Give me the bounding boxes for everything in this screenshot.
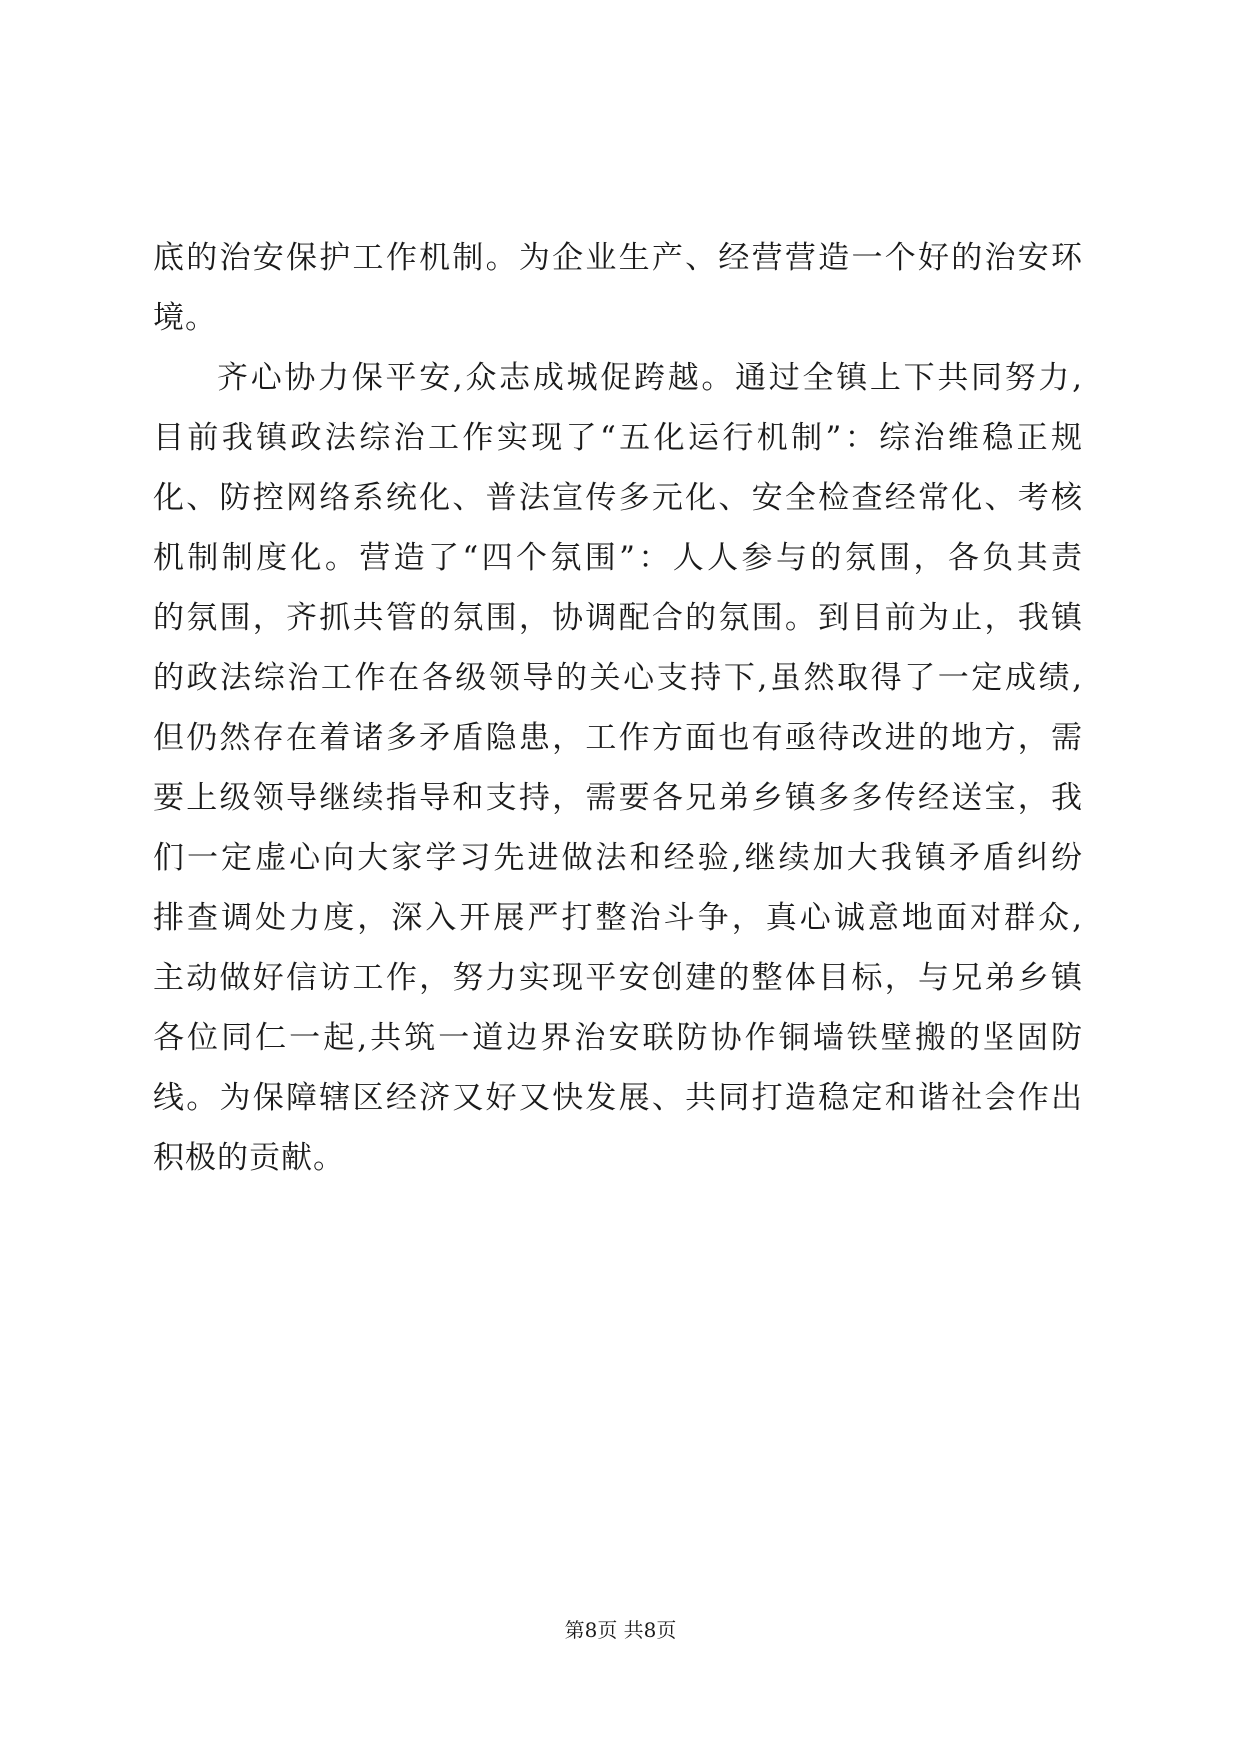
text-line: 各位同仁一起,共筑一道边界治安联防协作铜墙铁壁搬的坚固防 <box>153 1020 1083 1056</box>
page-footer <box>0 1614 1241 1643</box>
text-line: 们一定虚心向大家学习先进做法和经验,继续加大我镇矛盾纠纷 <box>153 840 1083 876</box>
text-line: 底的治安保护工作机制。为企业生产、经营营造一个好的治安环 <box>153 240 1083 276</box>
text-line: 目前我镇政法综治工作实现了“五化运行机制”：综治维稳正规 <box>153 420 1083 456</box>
body-text <box>153 228 1083 1188</box>
text-line: 要上级领导继续指导和支持，需要各兄弟乡镇多多传经送宝，我 <box>153 780 1083 816</box>
text-line: 主动做好信访工作，努力实现平安创建的整体目标，与兄弟乡镇 <box>153 960 1083 996</box>
text-line: 机制制度化。营造了“四个氛围”：人人参与的氛围，各负其责 <box>153 540 1083 576</box>
text-line: 线。为保障辖区经济又好又快发展、共同打造稳定和谐社会作出 <box>153 1080 1083 1116</box>
page-number: 第8页 共8页 <box>564 1618 677 1642</box>
text-line: 的政法综治工作在各级领导的关心支持下,虽然取得了一定成绩, <box>153 660 1083 696</box>
text-line: 境。 <box>153 300 217 336</box>
text-line: 的氛围，齐抓共管的氛围，协调配合的氛围。到目前为止，我镇 <box>153 600 1083 636</box>
text-line: 积极的贡献。 <box>153 1140 345 1176</box>
text-line: 齐心协力保平安,众志成城促跨越。通过全镇上下共同努力, <box>217 360 1083 396</box>
text-line: 化、防控网络系统化、普法宣传多元化、安全检查经常化、考核 <box>153 480 1083 516</box>
text-line: 但仍然存在着诸多矛盾隐患，工作方面也有亟待改进的地方，需 <box>153 720 1083 756</box>
text-line: 排查调处力度，深入开展严打整治斗争，真心诚意地面对群众, <box>153 900 1083 936</box>
